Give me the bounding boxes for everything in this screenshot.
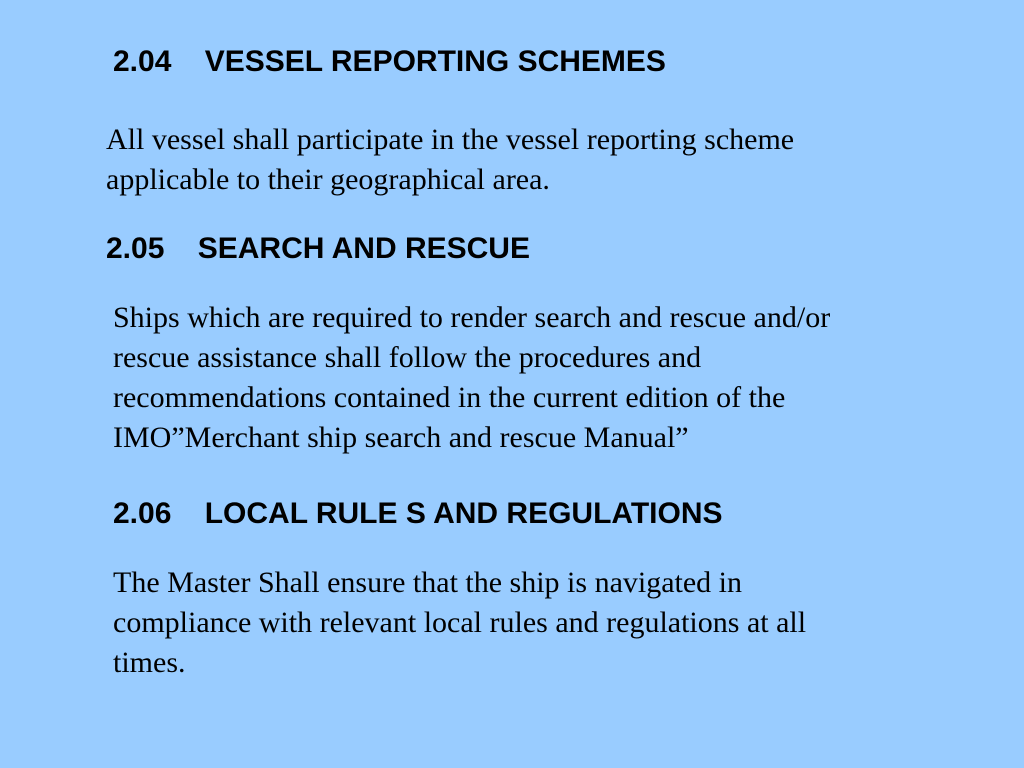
section-heading-2-05: 2.05 SEARCH AND RESCUE xyxy=(106,232,530,265)
body-line: applicable to their geographical area. xyxy=(106,163,550,196)
section-heading-2-04: 2.04 VESSEL REPORTING SCHEMES xyxy=(113,45,666,78)
section-heading-2-06: 2.06 LOCAL RULE S AND REGULATIONS xyxy=(113,497,723,530)
body-line: compliance with relevant local rules and regulations at all xyxy=(113,606,807,639)
section-body-2-04 xyxy=(106,120,946,200)
section-body-2-05 xyxy=(113,298,993,458)
body-line: times. xyxy=(113,646,186,679)
body-line: recommendations contained in the current edition of the xyxy=(113,381,786,414)
body-line: IMO”Merchant ship search and rescue Manual” xyxy=(113,421,689,454)
body-line: rescue assistance shall follow the procedures and xyxy=(113,341,702,374)
body-line: The Master Shall ensure that the ship is navigated in xyxy=(113,566,743,599)
body-line: All vessel shall participate in the vessel reporting scheme xyxy=(106,123,795,156)
section-body-2-06 xyxy=(113,563,973,683)
body-line: Ships which are required to render search and rescue and/or xyxy=(113,301,831,334)
